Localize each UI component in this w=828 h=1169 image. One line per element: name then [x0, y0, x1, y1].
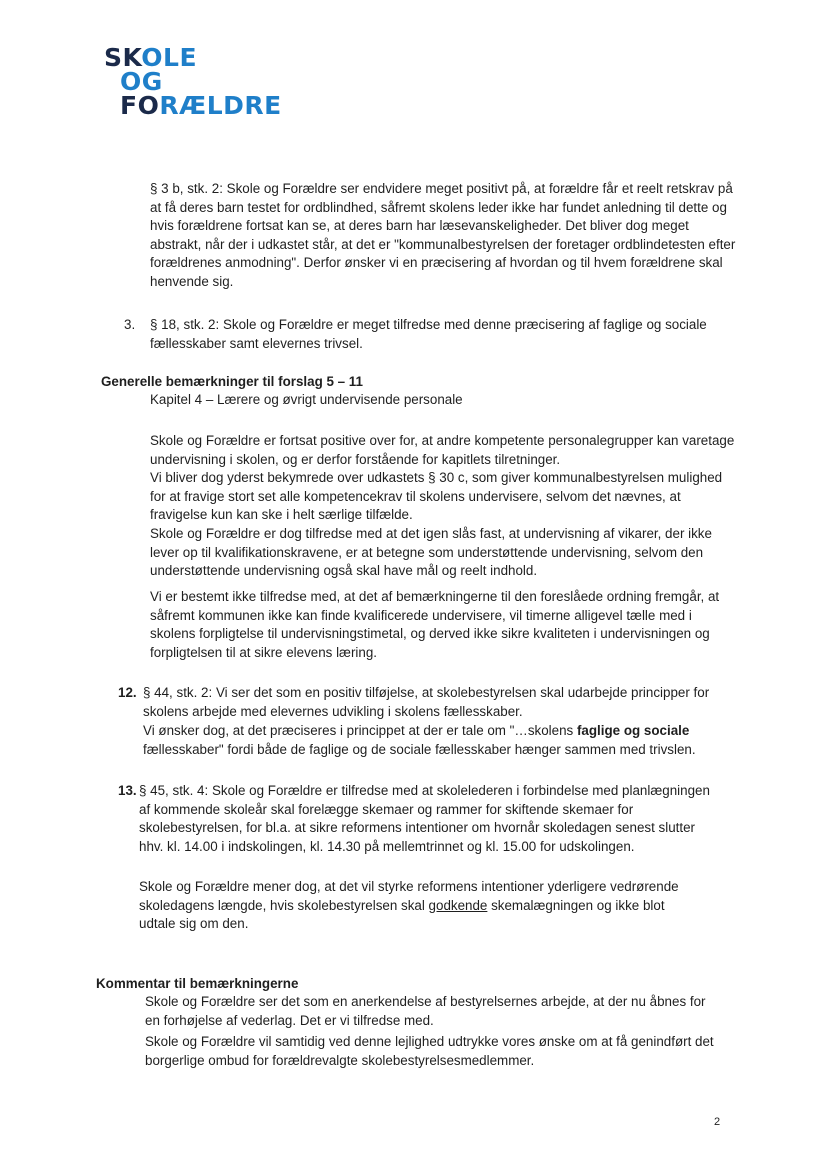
general-paragraph-1: Skole og Forældre er fortsat positive over for, at andre kompetente personalegrupper kan varetage undervisning i skolen, og er derfor forstående for kapitlets tilretninger. [150, 433, 735, 467]
chapter-subheading: Kapitel 4 – Lærere og øvrigt undervisende personale [150, 392, 463, 407]
comment-paragraph-2: Skole og Forældre vil samtidig ved denne lejlighed udtrykke vores ønske om at få genindført det borgerlige ombud for forældrevalgte skolebestyrelsesmedlemmer. [145, 1034, 714, 1068]
item-number: 13. [118, 783, 137, 798]
item-12-text: § 44, stk. 2: Vi ser det som en positiv tilføjelse, at skolebestyrelsen skal udarbejde principper for skolens arbejde med elevernes udvikling i skolens fællesskaber. [143, 685, 710, 719]
comment-paragraph-1: Skole og Forældre ser det som en anerkendelse af bestyrelsernes arbejde, at der nu åbnes for en forhøjelse af vederlag. Det er vi tilfredse med. [145, 994, 706, 1028]
comment-heading: Kommentar til bemærkningerne [96, 976, 299, 991]
item-13-text: § 45, stk. 4: Skole og Forældre er tilfredse med at skolelederen i forbindelse med planlægningen af kommende skoleår skal forelægge skemaer og rammer for skiftende skemaer for skolebestyrelsen, for bl.a. at sikre reformens intentioner om hvornår skoledagen senest slutter hhv. kl. 14.00 i indskolingen, kl. 14.30 på mellemtrinnet og kl. 15.00 for udskolingen. [139, 783, 710, 854]
item-number: 3. [124, 317, 136, 332]
logo-text: OG [120, 67, 163, 96]
item-number: 12. [118, 685, 137, 700]
logo-text: SK [104, 43, 142, 72]
item-3-text: § 18, stk. 2: Skole og Forældre er meget tilfredse med denne præcisering af faglige og sociale fællesskaber samt elevernes trivsel. [150, 317, 707, 351]
logo-text: FO [120, 91, 160, 120]
page-number: 2 [714, 1116, 721, 1128]
section-3b-paragraph: § 3 b, stk. 2: Skole og Forældre ser endvidere meget positivt på, at forældre får et reelt retskrav på at få deres barn testet for ordblindhed, såfremt skolens leder ikke har fundet anledning til dette og hvis forældrene fortsat kan se, at deres barn har læsevanskeligheder. Det bliver dog meget abstrakt, når der i udkastet står, at det er "kommunalbestyrelsen der foretager ordblindetesten efter forældrenes anmodning". Derfor ønsker vi en præcisering af hvordan og til hvem forældrene skal henvende sig. [150, 181, 736, 289]
organization-logo [102, 43, 282, 120]
general-paragraph-4: Vi er bestemt ikke tilfredse med, at det af bemærkningerne til den foreslåede ordning fremgår, at såfremt kommunen ikke kan finde kvalificerede undervisere, vil timerne alligevel tælle med i skolens forpligtelse til undervisningstimetal, og derved ikke sikre kvaliteten i undervisningen og forpligtelsen til at sikre elevens læring. [150, 589, 720, 660]
item-13-text-2: Skole og Forældre mener dog, at det vil styrke reformens intentioner yderligere vedrørende skoledagens længde, hvis skolebestyrelsen skal godkende skemalægningen og ikke blot udtale sig om den. [139, 879, 679, 931]
general-paragraph-2: Vi bliver dog yderst bekymrede over udkastets § 30 c, som giver kommunalbestyrelsen mulighed for at fravige stort set alle kompetencekrav til skolens undervisere, selvom det nævnes, at fravigelse kun kan ske i helt særlige tilfælde. [150, 470, 723, 522]
logo-text: RÆLDRE [159, 91, 282, 120]
general-remarks-heading: Generelle bemærkninger til forslag 5 – 11 [101, 374, 363, 389]
item-12-text-2: Vi ønsker dog, at det præciseres i princippet at der er tale om "…skolens faglige og sociale fællesskaber" fordi både de faglige og de sociale fællesskaber hænger sammen med trivslen. [143, 723, 696, 757]
logo-text: OLE [141, 43, 198, 72]
general-paragraph-3: Skole og Forældre er dog tilfredse med at det igen slås fast, at undervisning af vikarer, der ikke lever op til kvalifikationskravene, er at betegne som understøttende undervisning, selvom den understøttende undervisning også skal have mål og reelt indhold. [150, 526, 712, 578]
